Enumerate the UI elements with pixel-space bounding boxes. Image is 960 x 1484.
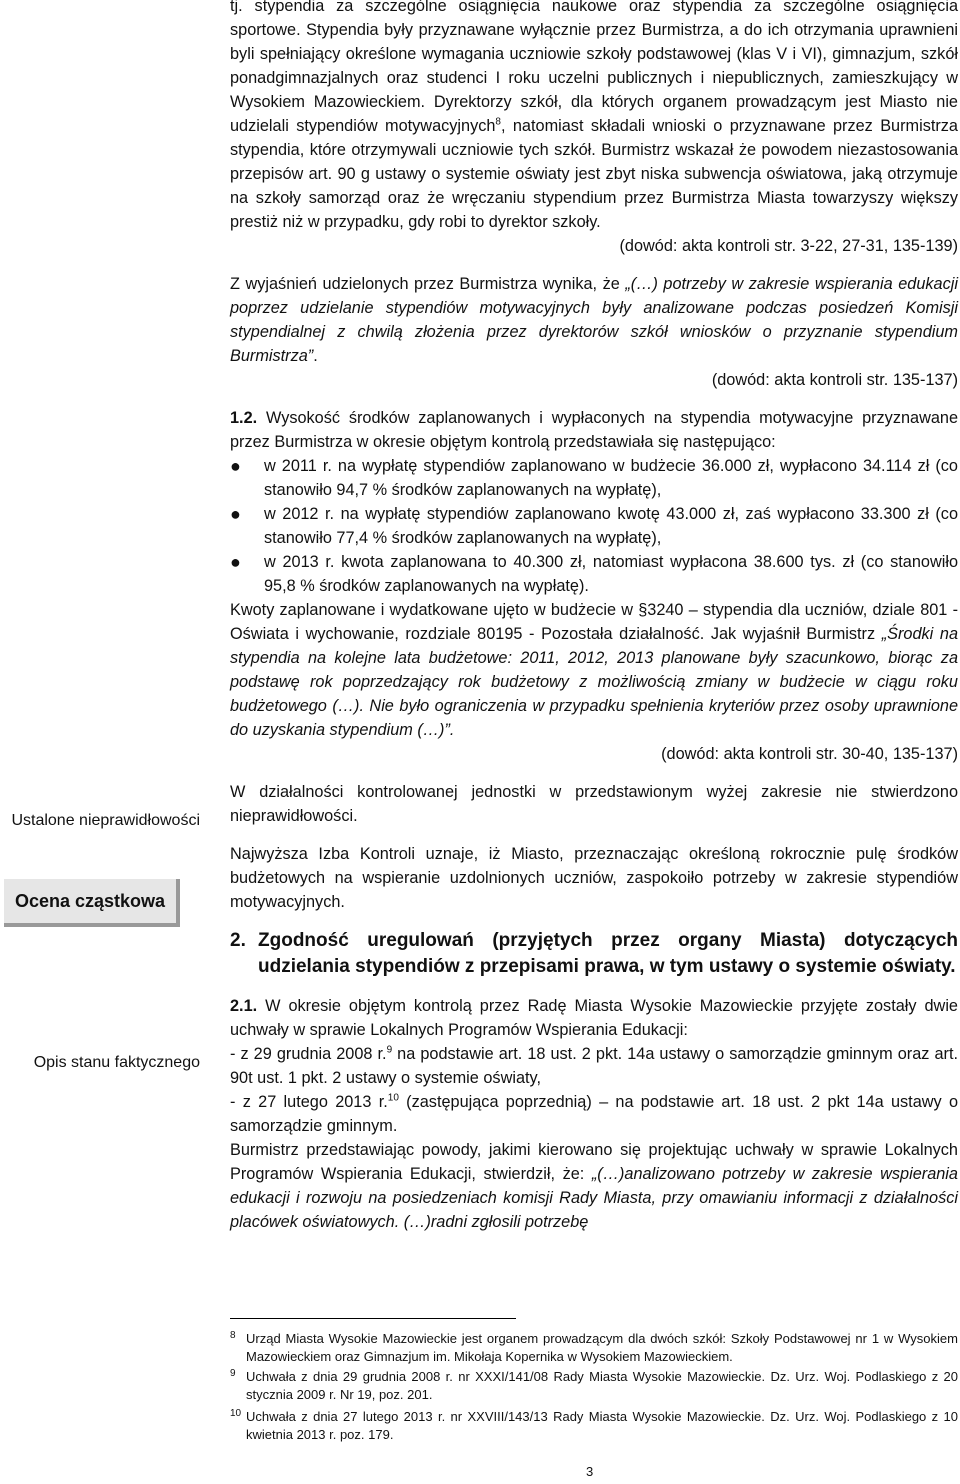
bullet-icon: ● [230, 456, 241, 476]
bullet-icon: ● [230, 504, 241, 524]
evidence-note: (dowód: akta kontroli str. 30-40, 135-137) [661, 745, 958, 763]
footnote-ref-10[interactable]: 10 [387, 1092, 399, 1104]
main-text [230, 0, 958, 1234]
paragraph-no-irregularities: W działalności kontrolowanej jednostki w przedstawionym wyżej zakresie nie stwierdzono nieprawidłowości. [230, 783, 958, 825]
paragraph-assessment: Najwyższa Izba Kontroli uznaje, iż Miasto, przeznaczając określoną rokrocznie pulę środków budżetowych na wspieranie uzdolnionych uczniów, zaspokoiło potrzeby w zakresie stypendiów motywacyjnych. [230, 845, 958, 911]
footnote-divider [230, 1318, 516, 1319]
evidence-note: (dowód: akta kontroli str. 135-137) [711, 371, 958, 389]
bullet-icon: ● [230, 552, 241, 572]
list-item: ● w 2012 r. na wypłatę stypendiów zaplanowano kwotę 43.000 zł, zaś wypłacono 33.300 zł (co stanowiło 77,4 % środków zaplanowanych na wypłatę), [230, 502, 958, 550]
footnote: 9 Uchwała z dnia 29 grudnia 2008 r. nr XXXI/141/08 Rady Miasta Wysokie Mazowieckie. Dz. Urz. Woj. Podlaskiego z 20 stycznia 2009 r. Nr 19, poz. 201. [230, 1368, 958, 1402]
footnote-ref-9[interactable]: 9 [386, 1044, 393, 1056]
paragraph-burmistrz-reasons: Burmistrz przedstawiając powody, jakimi kierowano się projektując uchwały w sprawie Lokalnych Programów Wspierania Edukacji, stwierdził, że: „(…)analizowano potrzeby w zakresie wspierania edukacji i rozwoju na posiedzeniach komisji Rady Miasta, przy omawianiu informacji z działalności placówek oświatowych. (…)radni zgłosili potrzebę [230, 1141, 958, 1231]
paragraph-stypendia-intro: tj. stypendia za szczególne osiągnięcia naukowe oraz stypendia za szczególne osiągnięcia sportowe. Stypendia były przyznawane wyłącznie przez Burmistrza, a do ich otrzymania uprawnieni byli spełniający określone wymagania uczniowie szkoły podstawowej (klas V i VI), gimnazjum, szkół ponadgimnazjalnych oraz studenci I roku uczelni publicznych i niepublicznych, zamieszkujący w Wysokiem Mazowieckiem. Dyrektorzy szkół, dla których organem prowadzącym jest Miasto nie udzielali stypendiów motywacyjnych$^8$, natomiast składali wnioski o przyznawane przez Burmistrza stypendia, które otrzymywali uczniowie tych szkół. Burmistrz wskazał że powodem niezastosowania przepisów art. 90 g ustawy o systemie oświaty jest zbyt niska subwencja oświatowa, jaką otrzymuje na szkoły samorząd oraz że wręczaniu stypendium przez Burmistrza Miasta towarzyszy większy prestiż niż w przypadku, gdy robi to dyrektor szkoły. [230, 0, 958, 231]
footnote-ref-8[interactable]: 8 [495, 116, 501, 128]
section-number: 1.2. [230, 409, 258, 427]
section-heading-2: 2. Zgodność uregulowań (przyjętych przez organy Miasta) dotyczących udzielania stypendiów z przepisami prawa, w tym ustawy o systemie oświaty. [230, 928, 958, 980]
section-1-2: 1.2. Wysokość środków zaplanowanych i wypłaconych na stypendia motywacyjne przyznawane przez Burmistrza w okresie objętym kontrolą przedstawiała się następująco: [230, 409, 958, 451]
sidebar-label-opis: Opis stanu faktycznego [33, 1054, 200, 1071]
list-item: ● w 2013 r. kwota zaplanowana to 40.300 zł, natomiast wypłacona 38.600 tys. zł (co stanowiło 95,8 % środków zaplanowanych na wypłatę). [230, 550, 958, 598]
section-2-1: 2.1. W okresie objętym kontrolą przez Radę Miasta Wysokie Mazowieckie przyjęte zostały dwie uchwały w sprawie Lokalnych Programów Wspierania Edukacji: [230, 997, 958, 1039]
resolution-item-2008: - z 29 grudnia 2008 r.$^9$ na podstawie art. 18 ust. 2 pkt. 14a ustawy o samorządzie gminnym oraz art. 90t ust. 1 pkt. 2 ustawy o systemie oświaty, [230, 1044, 958, 1087]
list-item: ● w 2011 r. na wypłatę stypendiów zaplanowano w budżecie 36.000 zł, wypłacono 34.114 zł (co stanowiło 94,7 % środków zaplanowanych na wypłatę), [230, 454, 958, 502]
page-number: 3 [586, 1464, 594, 1479]
paragraph-kwoty: Kwoty zaplanowane i wydatkowane ujęto w budżecie w §3240 – stypendia dla uczniów, dziale 801 - Oświata i wychowanie, rozdziale 80195 - Pozostała działalność. Jak wyjaśnił Burmistrz „Środki na stypendia na kolejne lata budżetowe: 2011, 2012, 2013 planowane były szacunkowo, biorąc za podstawę rok poprzedzający rok budżetowy z możliwością zmiany w budżecie w ciągu roku budżetowego (…). Nie było ograniczenia w przypadku spełnienia kryteriów przez osoby uprawnione do uzyskania stypendium (…)”. [230, 601, 958, 739]
section-number: 2.1. [230, 997, 258, 1015]
resolution-item-2013: - z 27 lutego 2013 r.$^{10}$ (zastępująca poprzednią) – na podstawie art. 18 ust. 2 pkt 14a ustawy o samorządzie gminnym. [230, 1092, 959, 1135]
footnote: 10 Uchwała z dnia 27 lutego 2013 r. nr XXVIII/143/13 Rady Miasta Wysokie Mazowieckie. Dz. Urz. Woj. Podlaskiego z 10 kwietnia 2013 r. poz. 179. [230, 1408, 958, 1442]
footnote: 8 Urząd Miasta Wysokie Mazowieckie jest organem prowadzącym dla dwóch szkół: Szkoły Podstawowej nr 1 w Wysokiem Mazowieckiem oraz Gimnazjum im. Mikołaja Kopernika w Wysokiem Mazowieckiem. [230, 1330, 958, 1364]
paragraph-burmistrz-explanation: Z wyjaśnień udzielonych przez Burmistrza wynika, że „(…) potrzeby w zakresie wspierania edukacji poprzez udzielanie stypendiów motywacyjnych były analizowane podczas posiedzeń Komisji stypendialnej z chwilą złożenia przez dyrektorów szkół wniosków o przyznanie stypendium Burmistrza”. [230, 275, 958, 365]
sidebar-label-ustalone: Ustalone nieprawidłowości [11, 812, 200, 829]
section-number: 2. [230, 930, 246, 951]
evidence-note: (dowód: akta kontroli str. 3-22, 27-31, 135-139) [619, 237, 958, 255]
sidebar-label-ocena: Ocena cząstkowa [4, 879, 180, 927]
